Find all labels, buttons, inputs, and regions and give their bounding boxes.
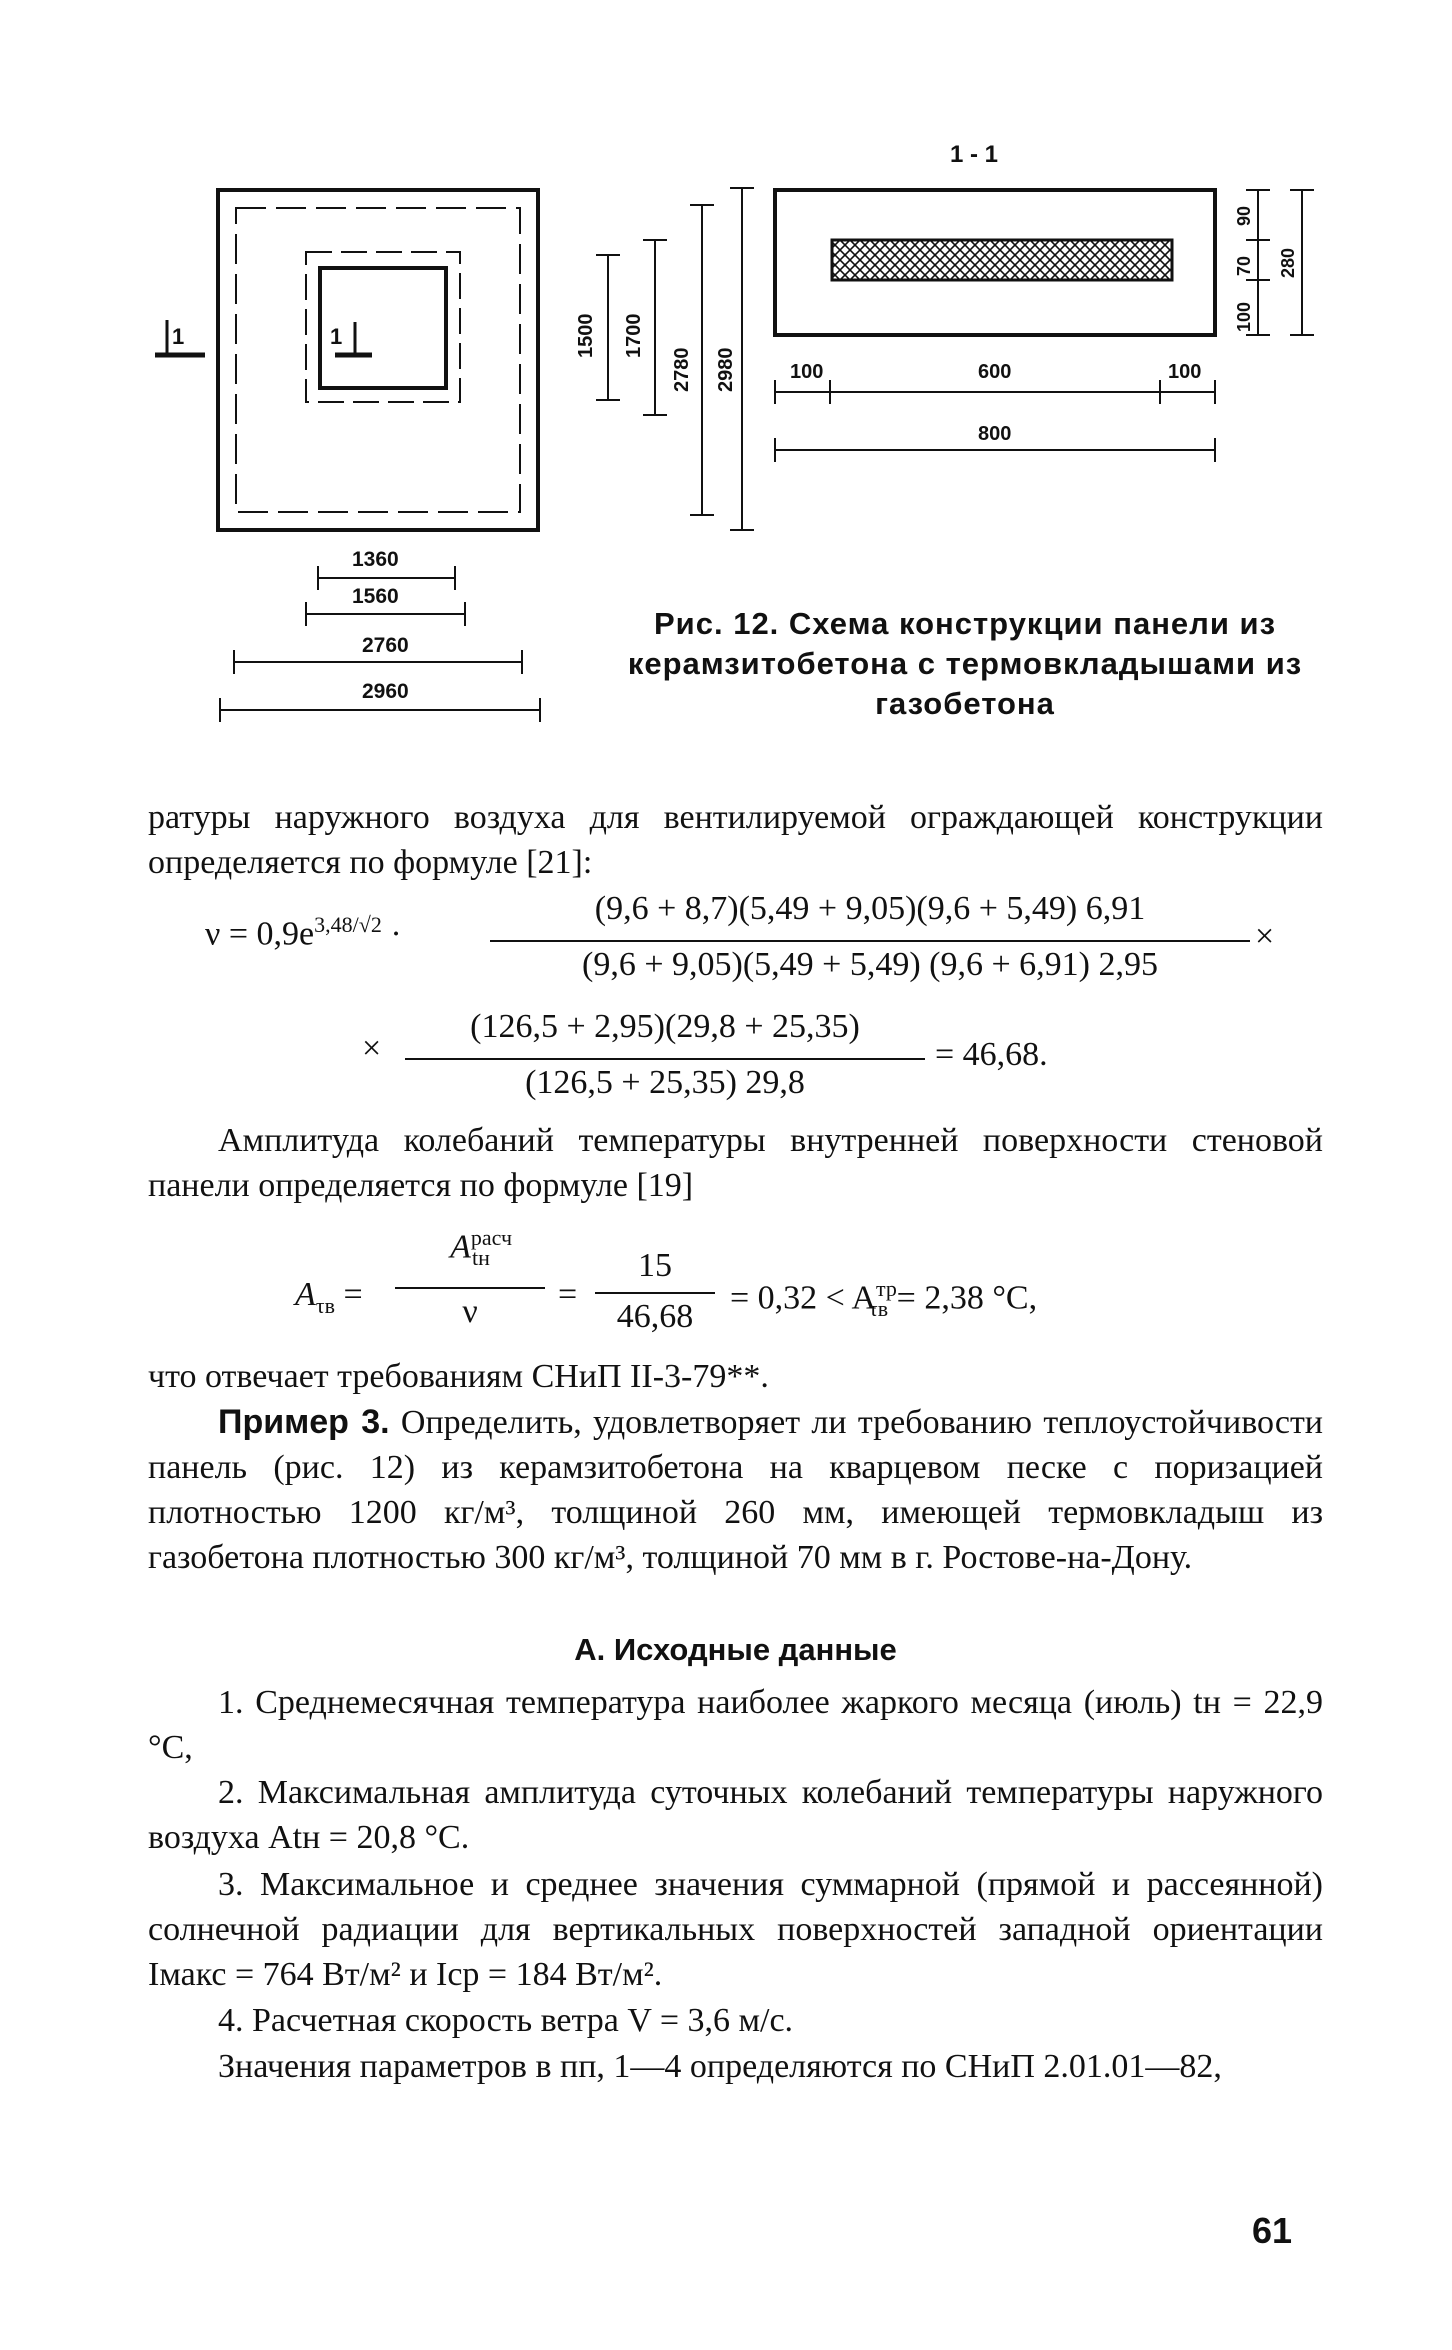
formula1-bar2 [405,1058,925,1060]
formula1-lhs: $\nu = 0,9e^{3,48/√2}$ · [205,912,402,953]
dim-70-v: 70 [1234,255,1254,276]
dim-2760: 2760 [362,634,409,657]
formula1-num1: (9,6 + 8,7)(5,49 + 9,05)(9,6 + 5,49) 6,91 [594,890,1146,927]
paragraph-example [148,1400,1323,1580]
formula2-eq: = [558,1276,578,1313]
formula2-rhs-value: = 2,38 °С, [896,1279,1038,1317]
list-item-3: 3. Максимальное и среднее значения суммарной (прямой и рассеянной) солнечной радиации для вертикальных поверхностей западной ориентации Iмакс = 764 Вт/м² и Iср = 184 Вт/м². [148,1866,1323,1993]
dim-2980: 2980 [715,347,737,392]
paragraph-closing: Значения параметров в пп, 1—4 определяются по СНиП 2.01.01—82, [218,2048,1222,2085]
formula1-den2: (126,5 + 25,35) 29,8 [525,1064,805,1101]
panel-plan-view [155,190,538,530]
dim-600: 600 [978,361,1012,383]
formula1-lhs-text: ν = 0,9e [205,915,315,953]
times-sign-1: × [1255,918,1275,955]
dim-100-left: 100 [790,361,824,383]
page-number: 61 [1251,2210,1292,2251]
dim-1560: 1560 [352,585,399,608]
dim-1500: 1500 [575,313,597,358]
list-item-1: 1. Среднемесячная температура наиболее жаркого месяца (июль) tн = 22,9 °С, [148,1684,1323,1766]
formula2-num1-sub: tн [472,1245,490,1271]
formula2-num1-sup: расч [470,1225,513,1250]
formula1-exponent: 3,48/√2 [314,912,382,937]
dim-100-right: 100 [1168,361,1202,383]
formula2-rhs-sub: τв [868,1296,889,1322]
paragraph-compliance: что отвечает требованиям СНиП II-3-79**. [148,1358,769,1395]
dim-100-v: 100 [1234,301,1254,332]
formula1-den1: (9,6 + 9,05)(5,49 + 5,49) (9,6 + 6,91) 2,95 [582,946,1158,983]
formula2-lhs-sub: τв [315,1292,336,1318]
formula2-rhs [730,1276,1037,1322]
section-view [775,190,1215,335]
dim-2960: 2960 [362,680,409,703]
formula2-rhs-text: = 0,32 < A [730,1279,877,1317]
list-item-2: 2. Максимальная амплитуда суточных колебаний температуры наружного воздуха Atн = 20,8 °С. [148,1774,1323,1856]
formula1-bar1 [490,940,1250,942]
formula2-lhs-a: A [295,1276,316,1313]
paragraph-intro: ратуры наружного воздуха для вентилируемой ограждающей конструкции определяется по формуле [21]: [148,799,1323,881]
figure-caption: Рис. 12. Схема конструкции панели из керамзитобетона с термовкладышами из газобетона [627,606,1303,721]
list-item-4: 4. Расчетная скорость ветра V = 3,6 м/с. [218,2002,794,2039]
section-label: 1 - 1 [950,141,999,168]
section-mark-left: 1 [172,324,185,349]
dim-2780: 2780 [671,347,693,392]
formula2-den2: 46,68 [616,1298,694,1335]
dim-90-v: 90 [1234,205,1254,226]
example-label: Пример 3. [218,1403,390,1441]
dim-1360: 1360 [352,548,399,571]
formula2-lhs: $A_{\tau в}$ = [295,1276,363,1318]
formula2-num1-a: A [450,1228,471,1266]
dim-280-v: 280 [1278,247,1298,278]
formula2-den1: ν [462,1293,478,1330]
formula1-result: = 46,68. [935,1036,1048,1073]
section-mark-inner: 1 [330,324,343,349]
paragraph-amplitude: Амплитуда колебаний температуры внутренней поверхности стеновой панели определяется по формуле [19] [148,1122,1323,1204]
section-heading: А. Исходные данные [574,1632,897,1667]
dim-800: 800 [978,423,1012,445]
formula2-num1 [395,1225,545,1271]
formula2-num2: 15 [638,1247,672,1284]
formula2-bar2 [595,1292,715,1294]
formula2-bar1 [395,1287,545,1289]
formula2-rhs-sup: тр [876,1276,897,1301]
example-text: Определить, удовлетворяет ли требованию теплоустойчивости панель (рис. 12) из керамзитобетона на кварцевом песке с поризацией плотностью 1200 кг/м³, толщиной 260 мм, имеющей термовкладыш из газобетона плотностью 300 кг/м³, толщиной 70 мм в г. Ростове-на-Дону. [148,1404,1323,1576]
times-sign-2: × [362,1030,382,1067]
formula1-num2: (126,5 + 2,95)(29,8 + 25,35) [470,1008,860,1045]
dim-1700: 1700 [623,313,645,358]
